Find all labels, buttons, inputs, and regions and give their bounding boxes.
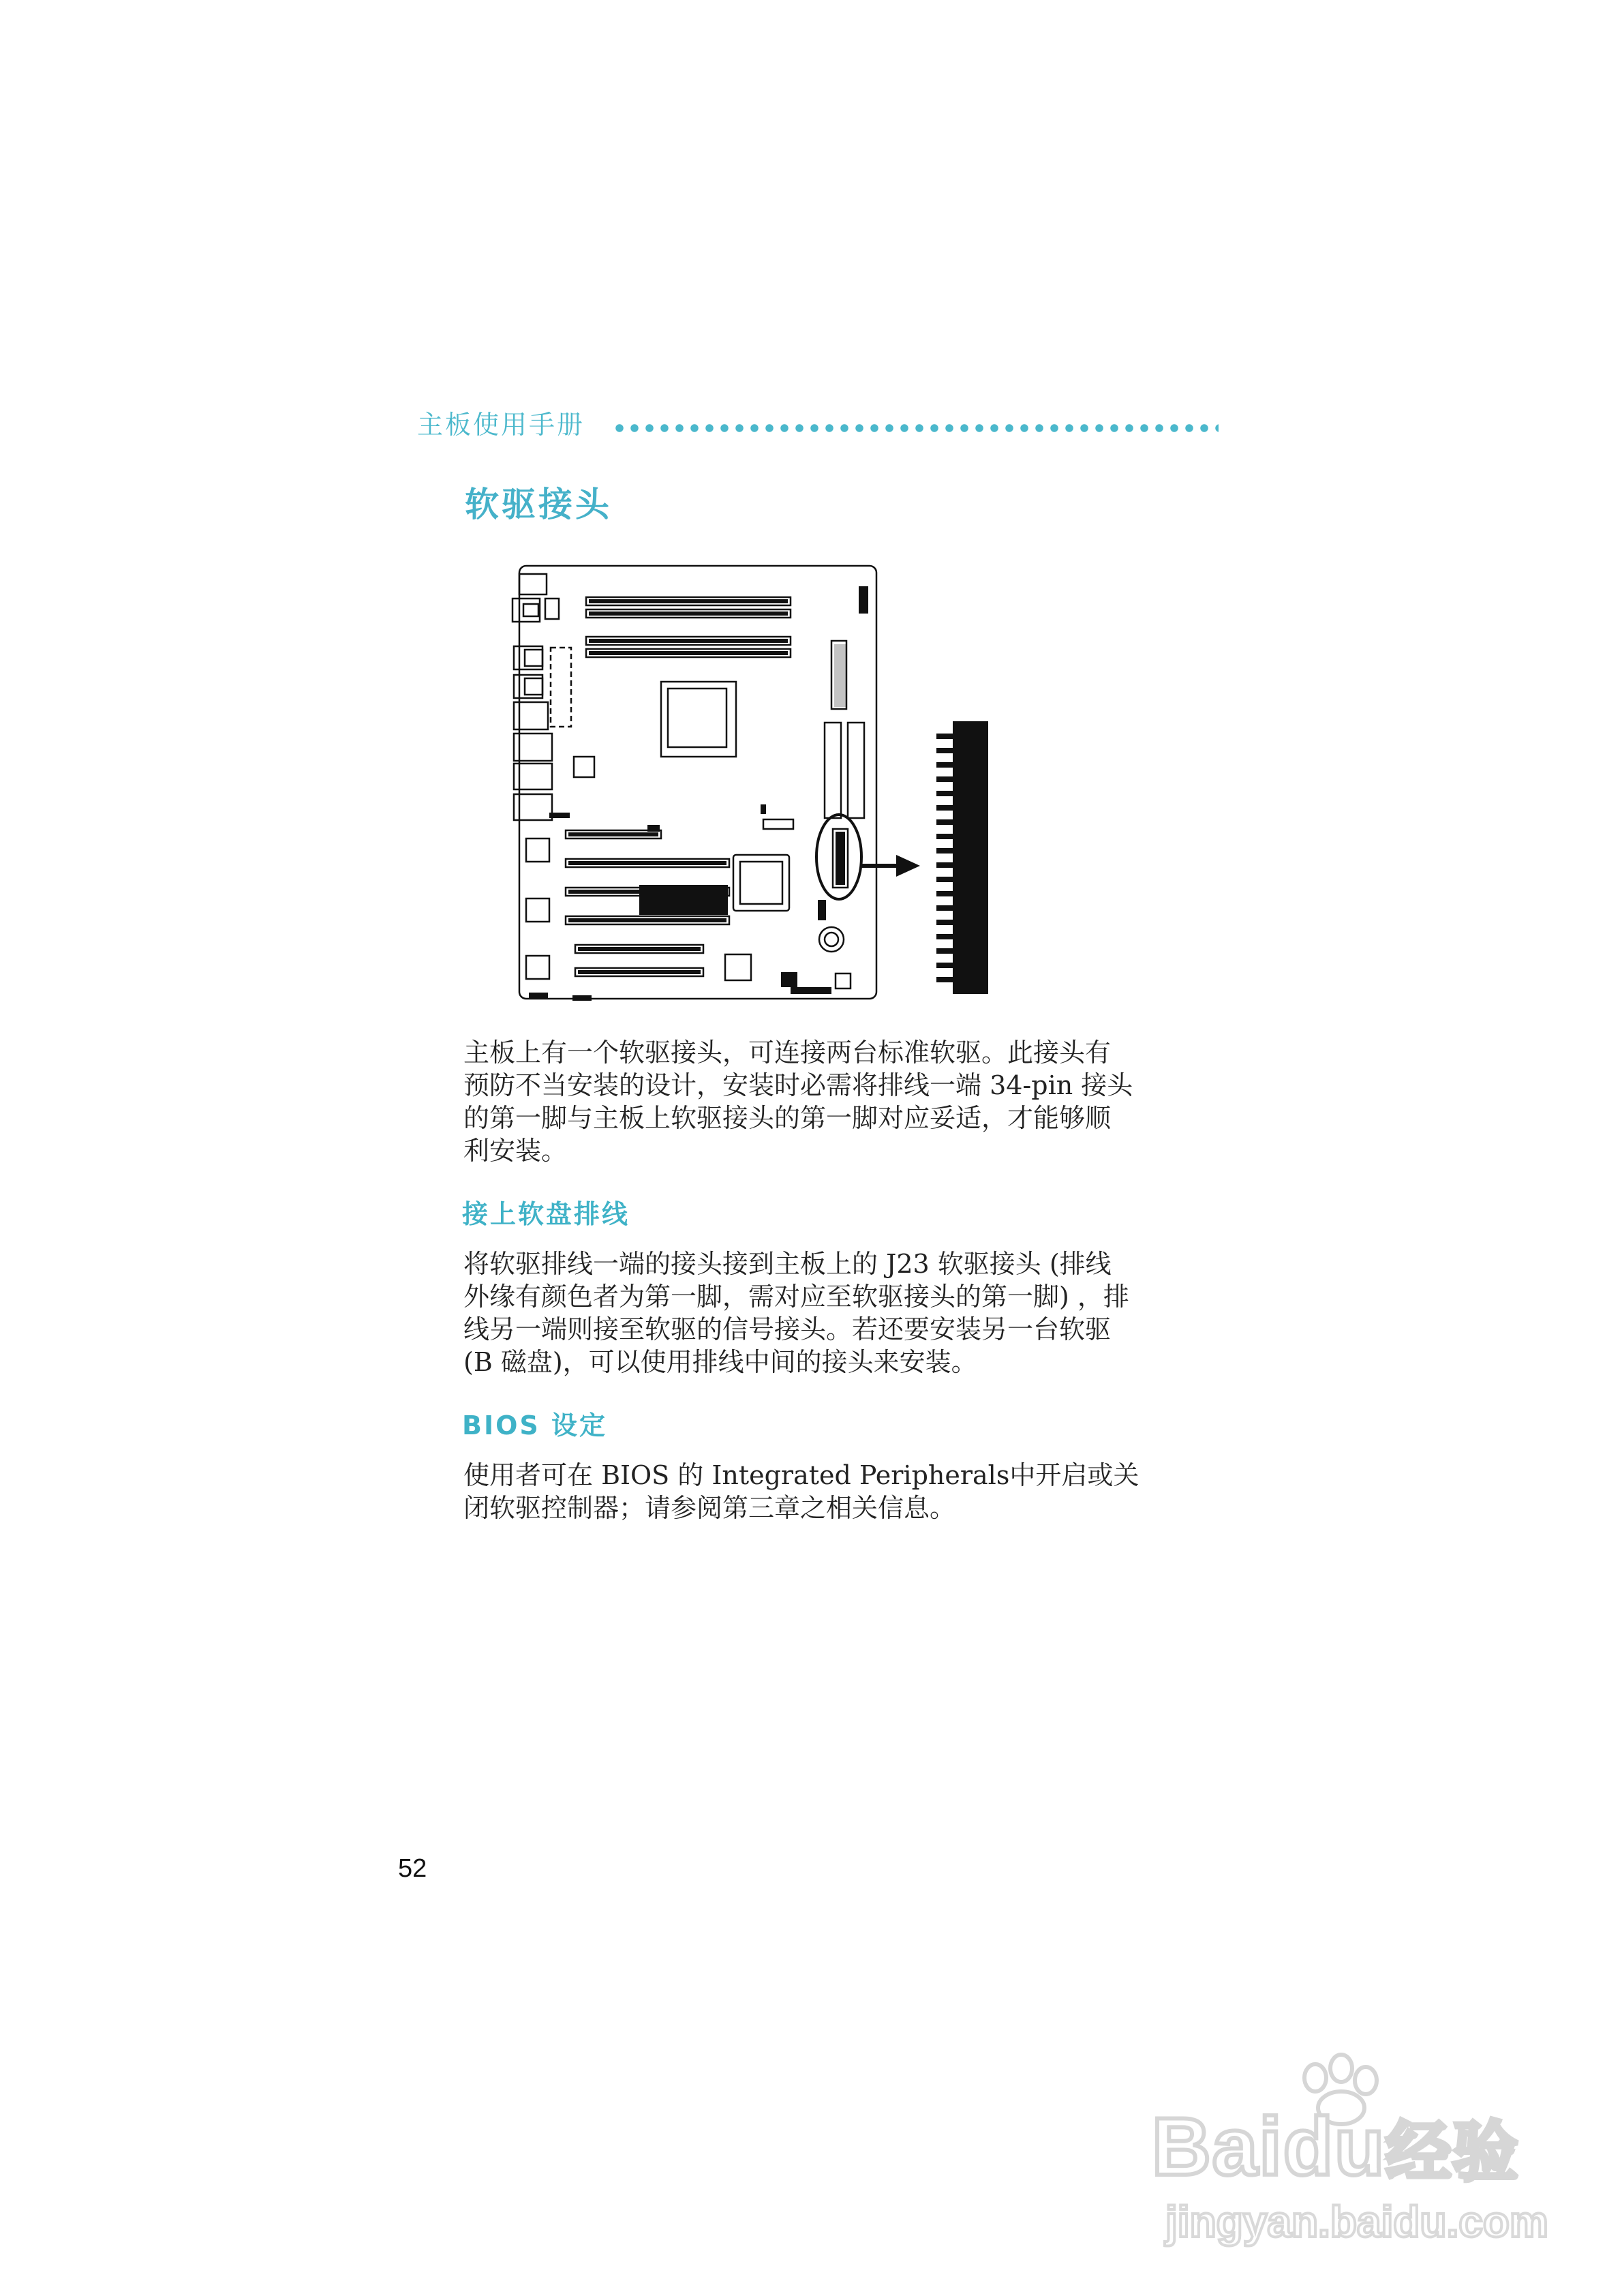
connect-line: 将软驱排线一端的接头接到主板上的 J23 软驱接头 (排线	[463, 1249, 1112, 1279]
intro-line: 主板上有一个软驱接头，可连接两台标准软驱。此接头有	[463, 1038, 1112, 1068]
bios-paragraph	[463, 1459, 1214, 1524]
intro-line: 利安装。	[463, 1136, 568, 1166]
watermark-url: jingyan.baidu.com	[1165, 2197, 1548, 2246]
enlarged-floppy-connector	[936, 721, 988, 994]
intro-paragraph	[463, 1036, 1214, 1167]
subsection-title-connect: 接上软盘排线	[462, 1199, 630, 1229]
section-title: 软驱接头	[465, 485, 612, 524]
intro-line: 的第一脚与主板上软驱接头的第一脚对应妥适，才能够顺	[463, 1103, 1112, 1133]
motherboard-floppy-connector-diagram	[511, 559, 1213, 1002]
watermark-logo-bai: Bai	[1152, 2101, 1283, 2192]
connect-line: 外缘有颜色者为第一脚，需对应至软驱接头的第一脚) ，排	[463, 1282, 1129, 1312]
intro-line: 预防不当安装的设计，安装时必需将排线一端 34-pin 接头	[463, 1070, 1133, 1100]
connect-line: 线另一端则接至软驱的信号接头。若还要安装另一台软驱	[463, 1314, 1112, 1344]
page-number: 52	[398, 1854, 427, 1883]
watermark-logo-du: du	[1283, 2101, 1386, 2192]
connect-line: (B 磁盘)，可以使用排线中间的接头来安装。	[463, 1347, 977, 1377]
bios-line: 闭软驱控制器；请参阅第三章之相关信息。	[463, 1493, 956, 1523]
board-outline	[519, 566, 876, 999]
connect-paragraph	[463, 1248, 1214, 1378]
manual-header-title: 主板使用手册	[417, 410, 585, 440]
bios-line: 使用者可在 BIOS 的 Integrated Peripherals中开启或关	[463, 1460, 1139, 1490]
header-dotted-rule	[612, 423, 1219, 434]
baidu-jingyan-watermark	[1152, 2052, 1561, 2256]
watermark-logo-jingyan: 经验	[1386, 2114, 1520, 2190]
subsection-title-bios: BIOS 设定	[462, 1410, 608, 1440]
